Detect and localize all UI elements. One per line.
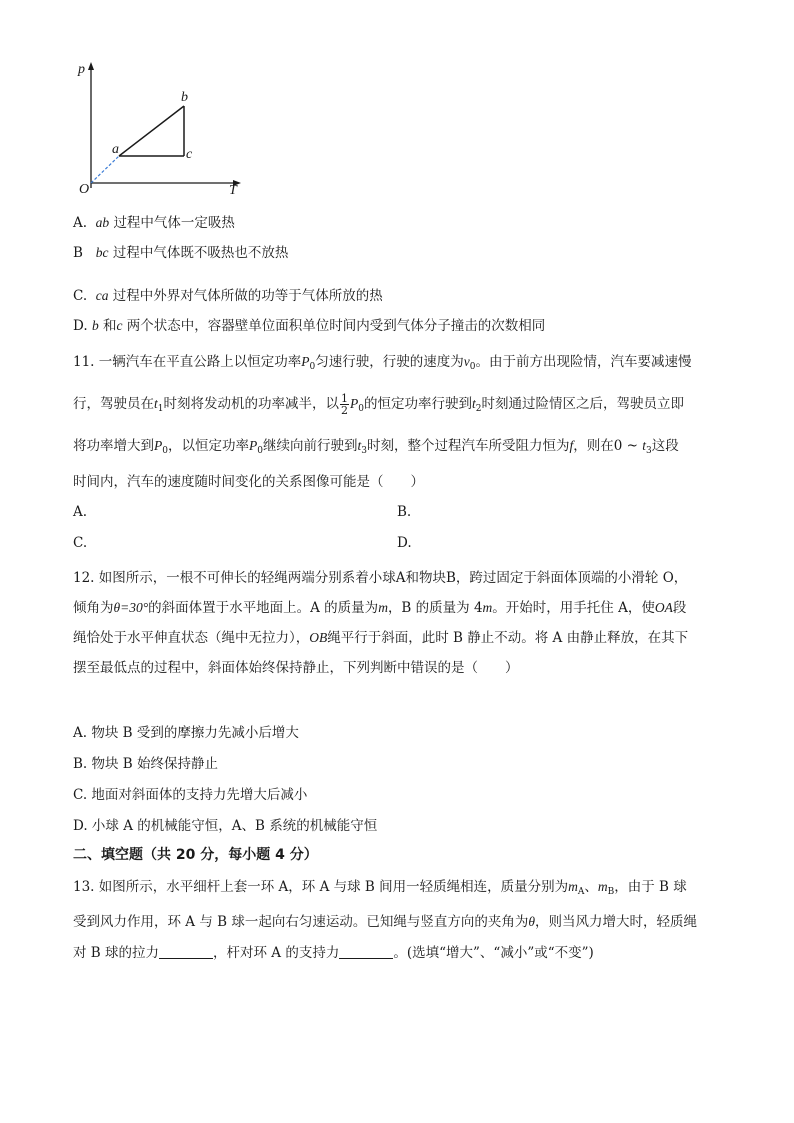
- math-f: f: [569, 438, 574, 453]
- text: ，杆对环 A 的支持力: [213, 945, 340, 961]
- q12-line-1: [73, 568, 687, 588]
- subscript: 0: [257, 446, 263, 456]
- math-P: P: [350, 396, 359, 411]
- text: 对 B 球的拉力: [73, 945, 160, 961]
- math-theta: θ: [528, 914, 535, 929]
- option-text: 两个状态中，容器壁单位面积单位时间内受到气体分子撞击的次数相同: [126, 318, 546, 334]
- math-ca: ca: [95, 288, 109, 303]
- p-t-diagram: [70, 58, 260, 203]
- text: 12. 如图所示，一根不可伸长的轻绳两端分别系着小球A和物块B，跨过固定于斜面体顶端的小滑轮 O，: [73, 570, 688, 586]
- text: 摆至最低点的过程中，斜面体始终保持静止，下列判断中错误的是（ ）: [73, 660, 519, 676]
- q11-line-3: [73, 436, 679, 461]
- math-bc: bc: [95, 245, 109, 260]
- dashed-extension: [91, 156, 119, 183]
- q11-line-4: [73, 472, 424, 492]
- q10-option-b: [73, 243, 288, 263]
- q12-line-2: [73, 598, 686, 618]
- math-P: P: [248, 438, 258, 453]
- fraction-half: [340, 393, 349, 416]
- text: 。开始时，用手托住 A，使: [492, 600, 655, 616]
- origin-label: O: [79, 182, 90, 197]
- math-ab: ab: [95, 215, 110, 230]
- q12-option-d: D. 小球 A 的机械能守恒，A、B 系统的机械能守恒: [73, 818, 378, 834]
- subscript: 3: [645, 446, 652, 456]
- text: 时刻将发动机的功率减半，以: [163, 396, 339, 412]
- q12-line-4: [73, 658, 519, 678]
- point-label-a: a: [112, 142, 119, 157]
- option-label: A.: [73, 215, 88, 231]
- q13-line-2: [73, 912, 697, 932]
- subscript: 0: [358, 404, 364, 414]
- answer-blank-2[interactable]: [339, 944, 393, 959]
- section-title: 二、填空题（共 20 分，每小题 4 分）: [73, 847, 318, 863]
- math-m: m: [597, 879, 608, 894]
- q12-line-3: [73, 628, 688, 648]
- axis-label-p: p: [78, 62, 85, 77]
- text: ，B 的质量为 4: [387, 600, 483, 616]
- text: 段: [672, 600, 687, 616]
- q11-line-2: [73, 393, 684, 419]
- and-text: 和: [102, 318, 117, 334]
- text: 继续向前行驶到: [262, 438, 358, 454]
- math-t: t: [642, 438, 646, 453]
- text: ，以恒定功率: [167, 438, 249, 454]
- text: 受到风力作用，环 A 与 B 球一起向右匀速运动。已知绳与竖直方向的夹角为: [73, 914, 529, 930]
- math-t: t: [357, 438, 362, 453]
- q11-line-1: [73, 352, 691, 377]
- separator: 、: [584, 879, 598, 895]
- q10-option-c: [73, 286, 383, 306]
- option-text: 过程中气体既不吸热也不放热: [112, 245, 289, 261]
- text: ，则在: [573, 438, 614, 454]
- math-b: b: [91, 318, 99, 333]
- q11-option-d: D.: [397, 535, 412, 551]
- q10-option-a: [73, 213, 235, 233]
- point-label-b: b: [181, 90, 188, 105]
- point-label-c: c: [186, 147, 193, 162]
- math-m: m: [378, 600, 388, 615]
- axis-label-t: T: [229, 183, 237, 198]
- q11-option-b: B.: [397, 504, 412, 520]
- option-text: 过程中外界对气体所做的功等于气体所放的热: [112, 288, 383, 304]
- q12-option-a: A. 物块 B 受到的摩擦力先减小后增大: [73, 725, 299, 741]
- p-axis-arrow: [88, 62, 94, 70]
- math-c: c: [116, 318, 123, 333]
- subscript: B: [607, 887, 615, 897]
- text: 绳平行于斜面，此时 B 静止不动。将 A 由静止释放，在其下: [327, 630, 689, 646]
- subscript: 0: [162, 446, 168, 456]
- text: 的斜面体置于水平地面上。A 的质量为: [148, 600, 379, 616]
- text: 11. 一辆汽车在平直公路上以恒定功率: [73, 354, 302, 370]
- text: 绳恰处于水平伸直状态（绳中无拉力），: [73, 630, 310, 646]
- text: 匀速行驶，行驶的速度为: [315, 354, 464, 370]
- denominator: 2: [341, 404, 348, 417]
- subscript: 0: [469, 362, 476, 372]
- subscript: 0: [309, 362, 316, 372]
- text: 。由于前方出现险情，汽车要减速慢: [475, 354, 692, 370]
- q10-option-d: [73, 316, 545, 336]
- option-label: B: [73, 245, 83, 261]
- text: 将功率增大到: [73, 438, 154, 454]
- math-t: t: [471, 396, 476, 411]
- text: 时间内，汽车的速度随时间变化的关系图像可能是（ ）: [73, 474, 424, 490]
- subscript: 2: [475, 404, 482, 414]
- q13-line-3: [73, 943, 594, 963]
- math-v: v: [463, 354, 470, 369]
- option-label: D.: [73, 318, 88, 334]
- math-OA: OA: [654, 600, 673, 615]
- option-text: 过程中气体一定吸热: [113, 215, 235, 231]
- q13-line-1: [73, 877, 687, 902]
- text: 这段: [651, 438, 679, 454]
- math-m: m: [568, 879, 578, 894]
- q11-option-c: C.: [73, 535, 88, 551]
- subscript: 1: [157, 404, 164, 414]
- text: ，由于 B 球: [614, 879, 687, 895]
- text: 时刻，整个过程汽车所受阻力恒为: [366, 438, 570, 454]
- math-theta: θ=30°: [113, 600, 149, 615]
- subscript: A: [577, 887, 585, 897]
- math-P: P: [154, 438, 163, 453]
- q11-option-a: A.: [73, 504, 88, 520]
- text: 行，驾驶员在: [73, 396, 154, 412]
- q12-option-b: B. 物块 B 始终保持静止: [73, 756, 219, 772]
- text: 的恒定功率行驶到: [363, 396, 472, 412]
- text: 倾角为: [73, 600, 114, 616]
- range: 0 ~: [613, 438, 643, 454]
- answer-blank-1[interactable]: [159, 944, 213, 959]
- math-P: P: [301, 354, 310, 369]
- numerator: 1: [341, 392, 348, 405]
- text: 。(选填“增大”、“减小”或“不变”): [393, 945, 594, 961]
- math-t: t: [154, 396, 158, 411]
- math-m: m: [482, 600, 493, 615]
- q12-option-c: C. 地面对斜面体的支持力先增大后减小: [73, 787, 308, 803]
- text: 时刻通过险情区之后，驾驶员立即: [481, 396, 684, 412]
- text: 13. 如图所示，水平细杆上套一环 A，环 A 与球 B 间用一轻质绳相连，质量分别为: [73, 879, 569, 895]
- process-ab: [119, 106, 184, 156]
- subscript: 3: [361, 446, 367, 456]
- option-label: C.: [73, 288, 88, 304]
- text: ，则当风力增大时，轻质绳: [534, 914, 697, 930]
- math-OB: OB: [309, 630, 328, 645]
